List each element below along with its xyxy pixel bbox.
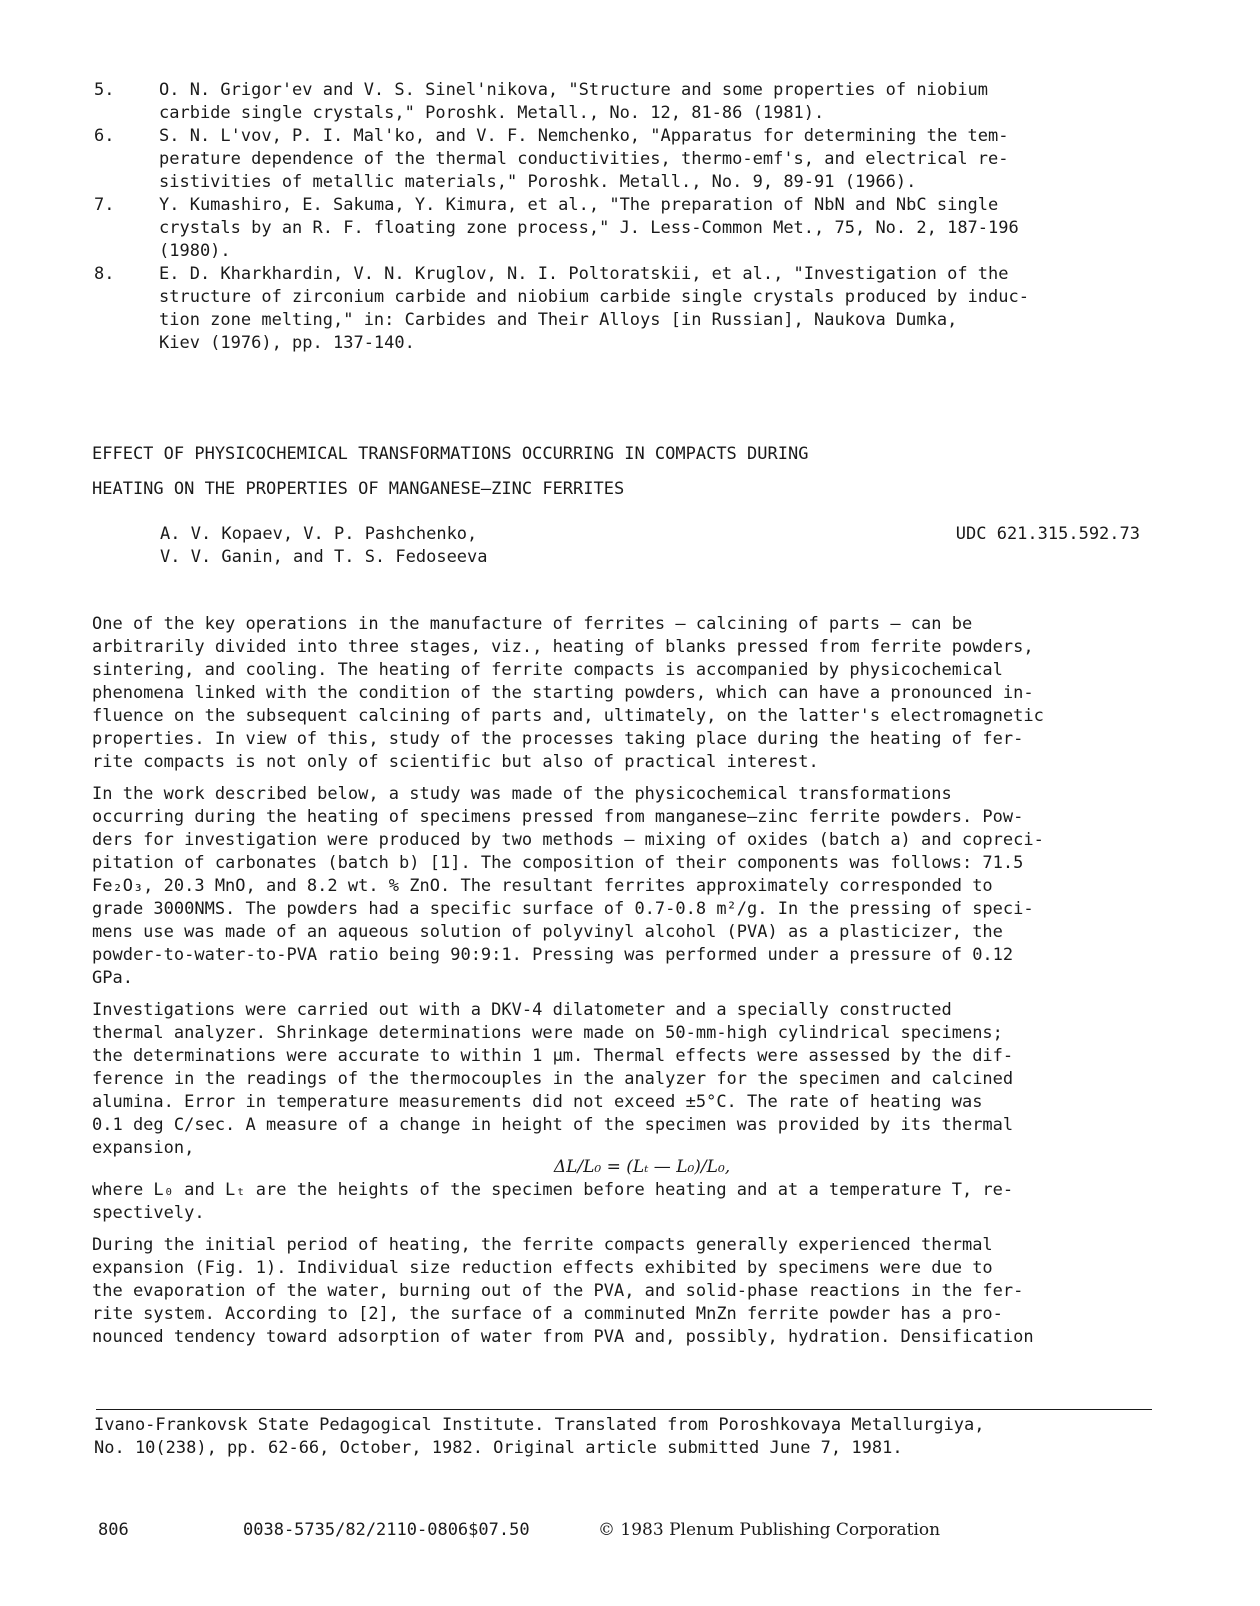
thermal-expansion-equation: ΔL/L₀ = (Lₜ — L₀)/L₀,: [553, 1157, 731, 1177]
footnote: Ivano-Frankovsk State Pedagogical Institute. Translated from Poroshkovaya Metallurgiya, No. 10(238), pp. 62-66, October, 1982. Original article submitted June 7, 1981.: [94, 1415, 985, 1458]
article-title-line-1: EFFECT OF PHYSICOCHEMICAL TRANSFORMATIONS OCCURRING IN COMPACTS DURING: [92, 444, 809, 464]
paragraph-1: One of the key operations in the manufacture of ferrites — calcining of parts — can be arbitrarily divided into three stages, viz., heating of blanks pressed from ferrite powders, sintering, and cooling. The heating of ferrite compacts is accompanied by physicochemical phenomena linked with the condition of the starting powders, which can have a pronounced in- fluence on the subsequent calcining of parts and, ultimately, on the latter's electromagnetic properties. In view of this, study of the processes taking place during the heating of fer- rite compacts is not only of scientific but also of practical interest.: [92, 614, 1044, 772]
paragraph-2: In the work described below, a study was made of the physicochemical transformations occurring during the heating of specimens pressed from manganese—zinc ferrite powders. Pow- ders for investigation were produced by two methods — mixing of oxides (batch a) and copreci- pitation of carbonates (batch b) [1]. The composition of their components was follows: 71.5 Fe₂O₃, 20.3 MnO, and 8.2 wt. % ZnO. The resultant ferrites approximately corresponded to grade 3000NMS. The powders had a specific surface of 0.7-0.8 m²/g. In the pressing of speci- mens use was made of an aqueous solution of polyvinyl alcohol (PVA) as a plasticizer, the powder-to-water-to-PVA ratio being 90:9:1. Pressing was performed under a pressure of 0.12 GPa.: [92, 784, 1044, 988]
copyright-notice: © 1983 Plenum Publishing Corporation: [598, 1520, 941, 1540]
page-number: 806: [98, 1520, 129, 1540]
reference-number: 8.: [94, 264, 115, 284]
article-body: [92, 613, 1152, 1358]
paragraph-4: where L₀ and Lₜ are the heights of the specimen before heating and at a temperature T, re- spectively.: [92, 1180, 1014, 1223]
reference-number: 5.: [94, 80, 115, 100]
reference-text: Y. Kumashiro, E. Sakuma, Y. Kimura, et al., "The preparation of NbN and NbC single crystals by an R. F. floating zone process," J. Less-Common Met., 75, No. 2, 187-196 (1980).: [159, 195, 1019, 261]
publication-code: 0038-5735/82/2110-0806$07.50: [243, 1520, 530, 1540]
paragraph-3: Investigations were carried out with a DKV-4 dilatometer and a specially constructed thermal analyzer. Shrinkage determinations were made on 50-mm-high cylindrical specimens; the determinations were accurate to within 1 μm. Thermal effects were assessed by the dif- ference in the readings of the thermocouples in the analyzer for the specimen and calcined alumina. Error in temperature measurements did not exceed ±5°C. The rate of heating was 0.1 deg C/sec. A measure of a change in height of the specimen was provided by its thermal expansion,: [92, 1000, 1014, 1158]
article-title: [92, 442, 1172, 512]
page-footer: [0, 1519, 1260, 1543]
reference-number: 7.: [94, 195, 115, 215]
udc-code: UDC 621.315.592.73: [955, 524, 1140, 544]
reference-item: [94, 79, 1174, 125]
footnote-divider: [96, 1409, 1152, 1410]
reference-text: E. D. Kharkhardin, V. N. Kruglov, N. I. Poltoratskii, et al., "Investigation of the structure of zirconium carbide and niobium carbide single crystals produced by induc- tion zone melting," in: Carbides and Their Alloys [in Russian], Naukova Dumka, Kiev (1976), pp. 137-140.: [159, 264, 1029, 353]
reference-text: S. N. L'vov, P. I. Mal'ko, and V. F. Nemchenko, "Apparatus for determining the tem- perature dependence of the thermal conductivities, thermo-emf's, and electrical re- sistivities of metallic materials," Poroshk. Metall., No. 9, 89-91 (1966).: [159, 126, 1009, 192]
reference-item: [94, 194, 1174, 263]
reference-item: [94, 125, 1174, 194]
paragraph-5: During the initial period of heating, the ferrite compacts generally experienced thermal expansion (Fig. 1). Individual size reduction effects exhibited by specimens were due to the evaporation of the water, burning out of the PVA, and solid-phase reactions in the fer- rite system. According to [2], the surface of a comminuted MnZn ferrite powder has a pro- nounced tendency toward adsorption of water from PVA and, possibly, hydration. Densification: [92, 1235, 1034, 1347]
reference-list: [94, 79, 1174, 355]
article-authors: A. V. Kopaev, V. P. Pashchenko, V. V. Ganin, and T. S. Fedoseeva: [160, 524, 488, 567]
reference-item: [94, 263, 1174, 355]
reference-text: O. N. Grigor'ev and V. S. Sinel'nikova, "Structure and some properties of niobium carbide single crystals," Poroshk. Metall., No. 12, 81-86 (1981).: [159, 80, 989, 123]
article-title-line-2: HEATING ON THE PROPERTIES OF MANGANESE—ZINC FERRITES: [92, 479, 625, 499]
reference-number: 6.: [94, 126, 115, 146]
